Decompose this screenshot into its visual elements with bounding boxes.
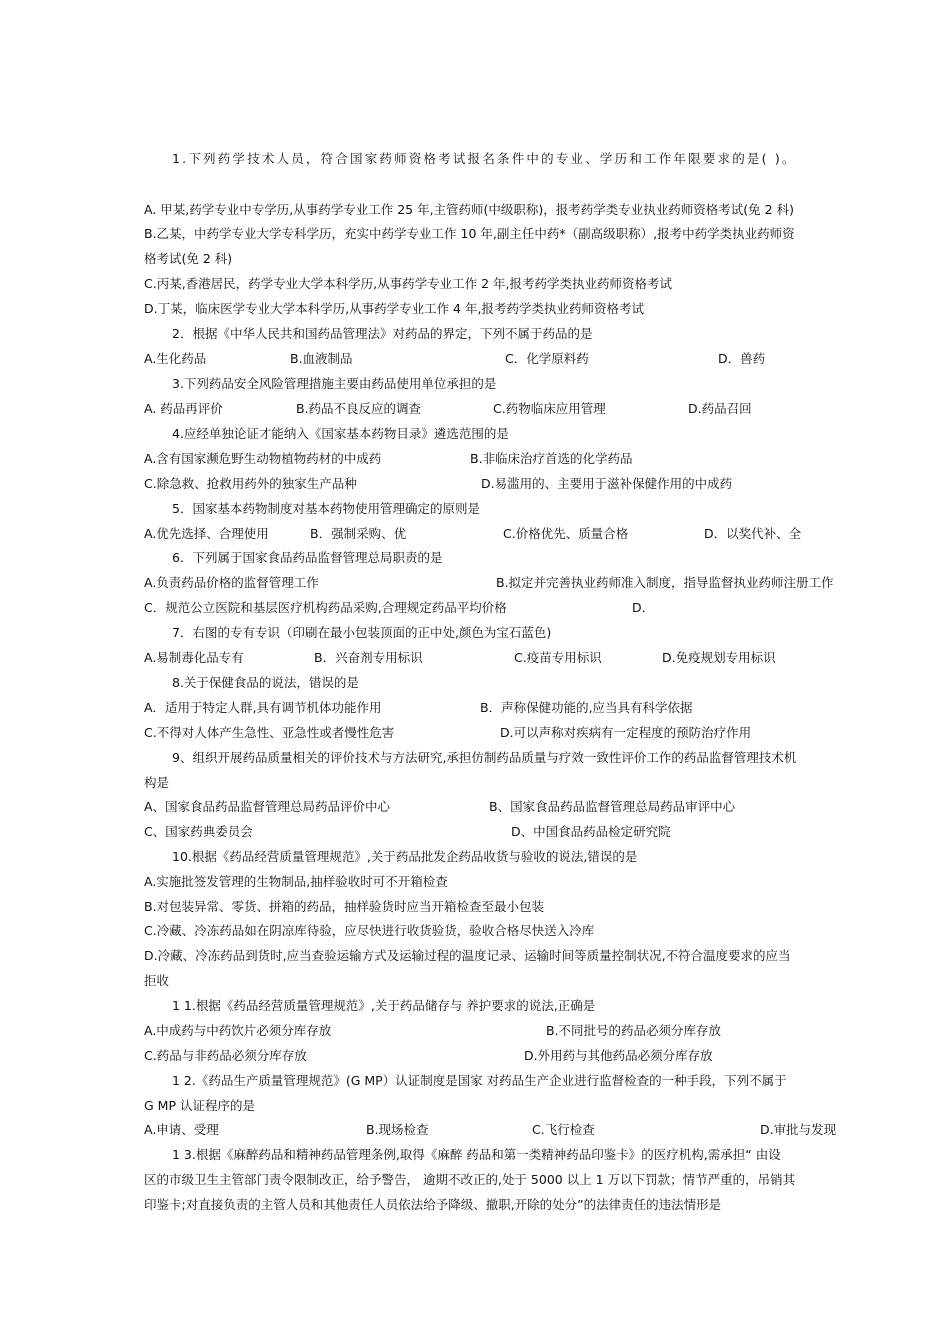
q9-option-d: D、中国食品药品检定研究院 — [511, 824, 671, 839]
q1-option-d: D.丁某，临床医学专业大学本科学历,从事药学专业工作 4 年,报考药学类执业药师资格考试 — [144, 301, 644, 316]
q8-option-c: C.不得对人体产生急性、亚急性或者慢性危害 — [144, 725, 395, 740]
q6-option-a: A.负责药品价格的监督管理工作 — [144, 575, 319, 590]
q2-option-a: A.生化药品 — [144, 351, 207, 366]
q7-stem: 7．右图的专有专识（印刷在最小包装顶面的正中处,颜色为宝石蓝色) — [172, 625, 552, 640]
q11-option-a: A.中成药与中药饮片必须分库存放 — [144, 1023, 332, 1038]
q5-option-d: D．以奖代补、全 — [704, 526, 802, 541]
q1-option-a: A. 甲某,药学专业中专学历,从事药学专业工作 25 年,主管药师(中级职称)，报考药学类专业执业药师资格考试(免 2 科) — [144, 202, 794, 217]
q8-stem: 8.关于保健食品的说法，错误的是 — [172, 675, 359, 690]
q7-option-c: C.疫苗专用标识 — [514, 650, 602, 665]
q1-stem: 1.下列药学技术人员，符合国家药师资格考试报名条件中的专业、学历和工作年限要求的是( )。 — [172, 151, 797, 166]
q9-stem-cont: 构是 — [144, 775, 170, 790]
q12-stem-cont: G MP 认证程序的是 — [144, 1098, 255, 1113]
q6-option-b: B.拟定并完善执业药师准入制度，指导监督执业药师注册工作 — [496, 575, 834, 590]
q6-option-d: D． — [632, 600, 655, 615]
q4-option-c: C.除急救、抢救用药外的独家生产品种 — [144, 476, 357, 491]
q12-option-c: C.飞行检查 — [532, 1122, 595, 1137]
q3-option-d: D.药品召回 — [688, 401, 752, 416]
q13-stem-cont2: 印鉴卡;对直接负责的主管人员和其他责任人员依法给予降级、撤职,开除的处分”的法律责任的违法情形是 — [144, 1197, 722, 1212]
q10-option-d-cont: 拒收 — [144, 973, 170, 988]
q6-option-c: C．规范公立医院和基层医疗机构药品采购,合理规定药品平均价格 — [144, 600, 507, 615]
q9-option-b: B、国家食品药品监督管理总局药品审评中心 — [489, 799, 736, 814]
q10-stem: 10.根据《药品经营质量管理规范》,关于药品批发企药品收货与验收的说法,错误的是 — [172, 849, 638, 864]
q1-option-b-cont: 格考试(免 2 科) — [144, 251, 233, 266]
q9-option-c: C、国家药典委员会 — [144, 824, 253, 839]
q2-option-d: D．兽药 — [718, 351, 766, 366]
q11-stem: 1 1.根据《药品经营质量管理规范》,关于药品储存与 养护要求的说法,正确是 — [172, 998, 596, 1013]
q8-option-b: B．声称保健功能的,应当具有科学依据 — [480, 700, 693, 715]
q7-option-d: D.免疫规划专用标识 — [662, 650, 776, 665]
q11-option-b: B.不同批号的药品必须分库存放 — [546, 1023, 722, 1038]
q2-option-c: C．化学原料药 — [505, 351, 589, 366]
q1-option-c: C.丙某,香港居民，药学专业大学本科学历,从事药学专业工作 2 年,报考药学类执业药师资格考试 — [144, 276, 673, 291]
q5-stem: 5．国家基本药物制度对基本药物使用管理确定的原则是 — [172, 501, 480, 516]
q4-option-a: A.含有国家濒危野生动物植物药材的中成药 — [144, 451, 382, 466]
q9-stem: 9、组织开展药品质量相关的评价技术与方法研究,承担仿制药品质量与疗效一致性评价工作的药品监督管理技术机 — [172, 750, 797, 765]
q13-stem-cont1: 区的市级卫生主管部门责令限制改正，给予警告， 逾期不改正的,处于 5000 以上 1 万以下罚款；情节严重的，吊销其 — [144, 1172, 796, 1187]
q6-stem: 6．下列属于国家食品药品监督管理总局职责的是 — [172, 550, 443, 565]
q7-option-b: B．兴奋剂专用标识 — [314, 650, 423, 665]
q9-option-a: A、国家食品药品监督管理总局药品评价中心 — [144, 799, 391, 814]
q3-option-a: A. 药品再评价 — [144, 401, 223, 416]
q2-option-b: B.血液制品 — [290, 351, 353, 366]
q12-option-a: A.申请、受理 — [144, 1122, 219, 1137]
q5-option-b: B．强制采购、优 — [310, 526, 407, 541]
q2-stem: 2．根据《中华人民共和国药品管理法》对药品的界定，下列不属于药品的是 — [172, 326, 593, 341]
q10-option-a: A.实施批签发管理的生物制品,抽样验收时可不开箱检查 — [144, 874, 448, 889]
q7-option-a: A.易制毒化品专有 — [144, 650, 244, 665]
q4-option-b: B.非临床治疗首选的化学药品 — [470, 451, 633, 466]
q10-option-c: C.冷藏、冷冻药品如在阴凉库待验，应尽快进行收货验货，验收合格尽快送入冷库 — [144, 923, 595, 938]
q10-option-d: D.冷藏、冷冻药品到货时,应当查验运输方式及运输过程的温度记录、运输时间等质量控制状况,不符合温度要求的应当 — [144, 948, 791, 963]
q10-option-b: B.对包装异常、零货、拼箱的药品，抽样验货时应当开箱检查至最小包装 — [144, 899, 545, 914]
q3-option-b: B.药品不良反应的调查 — [296, 401, 422, 416]
q12-option-b: B.现场检查 — [366, 1122, 429, 1137]
q12-option-d: D.审批与发现 — [760, 1122, 837, 1137]
q8-option-d: D.可以声称对疾病有一定程度的预防治疗作用 — [500, 725, 752, 740]
q12-stem: 1 2.《药品生产质量管理规范》(G MP）认证制度是国家 对药品生产企业进行监督检查的一种手段，下列不属于 — [172, 1073, 787, 1088]
q8-option-a: A．适用于特定人群,具有调节机体功能作用 — [144, 700, 382, 715]
q3-option-c: C.药物临床应用管理 — [493, 401, 606, 416]
q11-option-c: C.药品与非药品必须分库存放 — [144, 1048, 307, 1063]
q11-option-d: D.外用药与其他药品必须分库存放 — [524, 1048, 713, 1063]
q5-option-c: C.价格优先、质量合格 — [503, 526, 629, 541]
q13-stem: 1 3.根据《麻醉药品和精神药品管理条例,取得《麻醉 药品和第一类精神药品印鉴卡》的医疗机构,需承担“ 由设 — [172, 1147, 781, 1162]
q3-stem: 3.下列药品安全风险管理措施主要由药品使用单位承担的是 — [172, 376, 497, 391]
q5-option-a: A.优先选择、合理使用 — [144, 526, 269, 541]
q4-stem: 4.应经单独论证才能纳入《国家基本药物目录》遴选范围的是 — [172, 426, 509, 441]
q1-option-b: B.乙某，中药学专业大学专科学历，充实中药学专业工作 10 年,副主任中药*（副高级职称）,报考中药学类执业药师资 — [144, 226, 795, 241]
q4-option-d: D.易滥用的、主要用于滋补保健作用的中成药 — [481, 476, 733, 491]
